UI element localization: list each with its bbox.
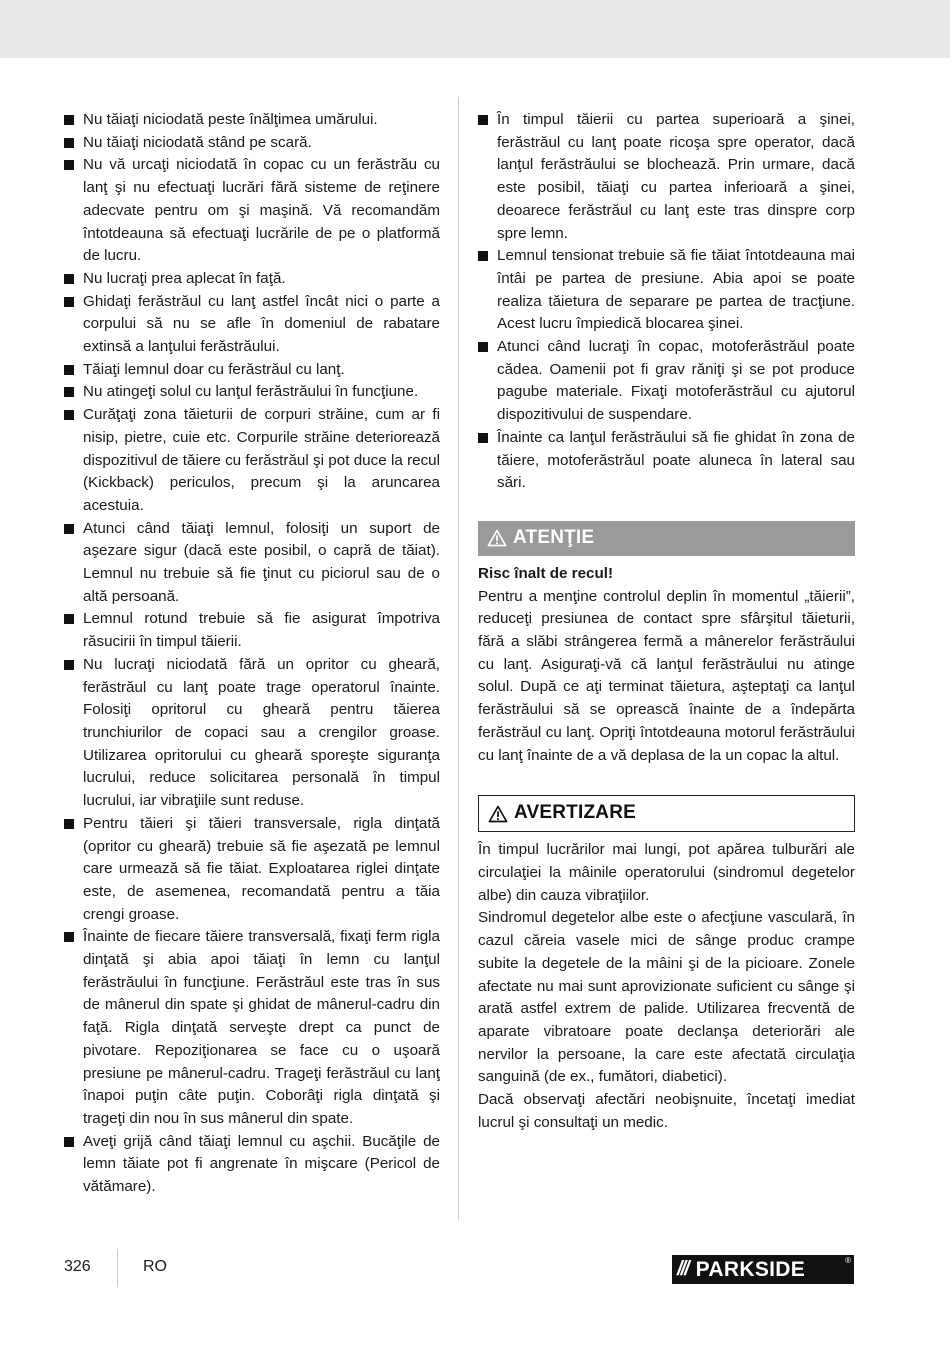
- list-item: [64, 654, 440, 813]
- square-bullet-icon: [64, 819, 74, 829]
- list-item: [64, 518, 440, 609]
- list-item: [64, 109, 440, 132]
- list-item-text: Lemnul tensionat trebuie să fie tăiat întotdeauna mai întâi pe partea de presiune. Abia apoi se poate realiza tăietura de separare pe partea de tracţiune. Acest lucru împiedică blocarea şinei.: [497, 247, 855, 333]
- list-item-text: Atunci când lucraţi în copac, motoferăstrăul poate cădea. Oamenii pot fi grav răniţi şi se pot produce pagube materiale. Fixaţi motoferăstrăul cu ajutorul dispozitivului de suspendare.: [497, 338, 855, 424]
- square-bullet-icon: [64, 1137, 74, 1147]
- atentie-header: [478, 521, 855, 556]
- list-item-text: Nu vă urcaţi niciodată în copac cu un ferăstrău cu lanţ şi nu efectuaţi lucrări fără sisteme de reţinere adecvate pentru om şi maşină. Vă recomandăm întotdeauna să efectuaţi lucrările de pe o platformă de lucru.: [83, 156, 440, 265]
- list-item-text: Înainte ca lanţul ferăstrăului să fie ghidat în zona de tăiere, motoferăstrăul poate aluneca în lateral sau sări.: [497, 428, 855, 492]
- square-bullet-icon: [478, 342, 488, 352]
- list-item-text: Nu tăiaţi niciodată stând pe scară.: [83, 133, 312, 151]
- warning-triangle-icon: [488, 805, 508, 823]
- list-item-text: Ghidaţi ferăstrăul cu lanţ astfel încât nici o parte a corpului să nu se afle în domeniul de rabatare extinsă a lanţului ferăstrăului.: [83, 292, 440, 356]
- list-item: [64, 291, 440, 359]
- avertizare-title: AVERTIZARE: [514, 802, 636, 824]
- list-item-text: Înainte de fiecare tăiere transversală, fixaţi ferm rigla dinţată şi abia apoi tăiaţi în lemn cu lanţul ferăstrăului în funcţiune. Ferăstrăul este tras în sus de mânerul din spate şi ghidat de mânerul-cadru din faţă. Rigla dinţată serveşte drept ca punct de pivotare. Repoziţionarea se face cu o uşoară presiune pe mânerul-cadru. Trageţi ferăstrăul cu lanţ înapoi puţin câte puţin. Coborâţi rigla dinţată şi trageţi din nou în sus mânerul din spate.: [83, 928, 440, 1127]
- square-bullet-icon: [64, 410, 74, 420]
- parkside-logo: [672, 1255, 854, 1284]
- square-bullet-icon: [478, 251, 488, 261]
- left-bullet-list: [64, 109, 440, 1199]
- warning-triangle-icon: [487, 529, 507, 547]
- square-bullet-icon: [64, 365, 74, 375]
- avertizare-paragraph: În timpul lucrărilor mai lungi, pot apărea tulburări ale circulaţiei la mâinile operatorului (sindromul degetelor albe) din cauza vibraţiilor.: [478, 841, 855, 904]
- left-column: [64, 109, 440, 1199]
- list-item-text: Nu lucraţi niciodată fără un opritor cu gheară, ferăstrăul cu lanţ poate trage operatorul înainte. Folosiţi opritorul cu gheară pentru tăierea trunchiurilor de copaci sau a crengilor groase. Utilizarea opritorului cu gheară sporeşte siguranţa lucrului, reduce solicitarea personală în timpul lucrului, iar vibraţiile sunt reduse.: [83, 655, 440, 810]
- atentie-text: Pentru a menţine controlul deplin în momentul „tăierii”, reduceţi presiunea de contact spre sfârşitul tăieturii, fără a slăbi strângerea fermă a mânerelor ferăstrăului cu lanţ. Asiguraţi-vă că lanţul ferăstrăului nu atinge solul. După ce aţi terminat tăietura, aşteptaţi ca lanţul ferăstrăului să se oprească înainte de a îndepărta ferăstrăul cu lanţ. Opriţi întotdeauna motorul ferăstrăului cu lanţ înainte de a vă deplasa de la un copac la altul.: [478, 587, 855, 764]
- square-bullet-icon: [64, 274, 74, 284]
- right-column: [478, 109, 855, 1134]
- avertizare-paragraph: Sindromul degetelor albe este o afecţiune vasculară, în cazul căreia vasele mici de sânge produc crampe subite la degetele de la mâini şi de la picioare. Zonele afectate nu mai sunt aprovizionate suficient cu sânge şi arată astfel extrem de palide. Utilizarea frecventă de aparate vibratoare poate declanşa deteriorări ale nervilor la persoane, la care este afectată circulaţia sanguină (de ex., fumători, diabetici).: [478, 909, 855, 1086]
- list-item-text: În timpul tăierii cu partea superioară a şinei, ferăstrăul cu lanţ poate ricoşa spre operator, dacă lanţul ferăstrăului se blochează. Prin urmare, dacă este posibil, tăiaţi cu partea inferioară a şinei, deoarece ferăstrăul cu lanţ este tras dinspre corp spre lemn.: [497, 111, 855, 242]
- list-item-text: Aveţi grijă când tăiaţi lemnul cu aşchii. Bucăţile de lemn tăiate pot fi angrenate în mişcare (Pericol de vătămare).: [83, 1132, 440, 1196]
- list-item: [478, 427, 855, 495]
- list-item: [64, 268, 440, 291]
- atentie-subheading: Risc înalt de recul!: [478, 564, 614, 582]
- language-code: RO: [143, 1258, 167, 1275]
- square-bullet-icon: [64, 660, 74, 670]
- square-bullet-icon: [64, 138, 74, 148]
- registered-mark: ®: [845, 1256, 851, 1265]
- square-bullet-icon: [64, 932, 74, 942]
- list-item-text: Pentru tăieri şi tăieri transversale, rigla dinţată (opritor cu gheară) trebuie să fie aşezată pe lemnul care urmează să fie tăiat. Exploatarea riglei dinţate este, de asemenea, recomandată pentru a tăia crengi groase.: [83, 814, 440, 923]
- list-item-text: Curăţaţi zona tăieturii de corpuri străine, cum ar fi nisip, pietre, cuie etc. Corpurile străine deteriorează dispozitivul de tăiere cu ferăstrăul şi pot duce la recul (Kickback) periculos, precum şi la aruncarea acestuia.: [83, 406, 440, 514]
- column-divider: [458, 97, 459, 1220]
- list-item: [64, 154, 440, 268]
- list-item: [64, 1131, 440, 1199]
- right-bullet-list: [478, 109, 855, 495]
- list-item: [64, 381, 440, 404]
- avertizare-paragraph: Dacă observaţi afectări neobişnuite, încetaţi imediat lucrul şi consultaţi un medic.: [478, 1091, 855, 1131]
- list-item: [478, 336, 855, 427]
- list-item-text: Nu atingeţi solul cu lanţul ferăstrăului în funcţiune.: [83, 383, 419, 401]
- list-item-text: Lemnul rotund trebuie să fie asigurat împotriva răsucirii în timpul tăierii.: [83, 610, 440, 651]
- list-item: [64, 813, 440, 927]
- square-bullet-icon: [64, 387, 74, 397]
- footer-divider: [117, 1249, 118, 1287]
- list-item-text: Tăiaţi lemnul doar cu ferăstrăul cu lanţ.: [83, 360, 345, 378]
- page-number: 326: [64, 1258, 91, 1275]
- list-item: [64, 608, 440, 653]
- list-item: [64, 359, 440, 382]
- atentie-title: ATENŢIE: [513, 527, 595, 549]
- list-item: [478, 109, 855, 245]
- list-item: [478, 245, 855, 336]
- square-bullet-icon: [64, 115, 74, 125]
- list-item-text: Nu lucraţi prea aplecat în faţă.: [83, 269, 286, 287]
- list-item: [64, 926, 440, 1130]
- top-header-band: [0, 0, 950, 58]
- avertizare-header: [478, 795, 855, 832]
- square-bullet-icon: [64, 614, 74, 624]
- list-item-text: Atunci când tăiaţi lemnul, folosiţi un suport de aşezare sigur (dacă este posibil, o capră de tăiat). Lemnul nu trebuie să fie ţinut cu piciorul sau de o altă persoană.: [83, 519, 440, 605]
- square-bullet-icon: [478, 115, 488, 125]
- square-bullet-icon: [64, 160, 74, 170]
- square-bullet-icon: [64, 297, 74, 307]
- square-bullet-icon: [478, 433, 488, 443]
- logo-text: PARKSIDE: [695, 1257, 806, 1281]
- square-bullet-icon: [64, 524, 74, 534]
- list-item-text: Nu tăiaţi niciodată peste înălţimea umărului.: [83, 111, 378, 128]
- list-item: [64, 132, 440, 155]
- list-item: [64, 404, 440, 518]
- logo-slashes: ///: [677, 1258, 688, 1280]
